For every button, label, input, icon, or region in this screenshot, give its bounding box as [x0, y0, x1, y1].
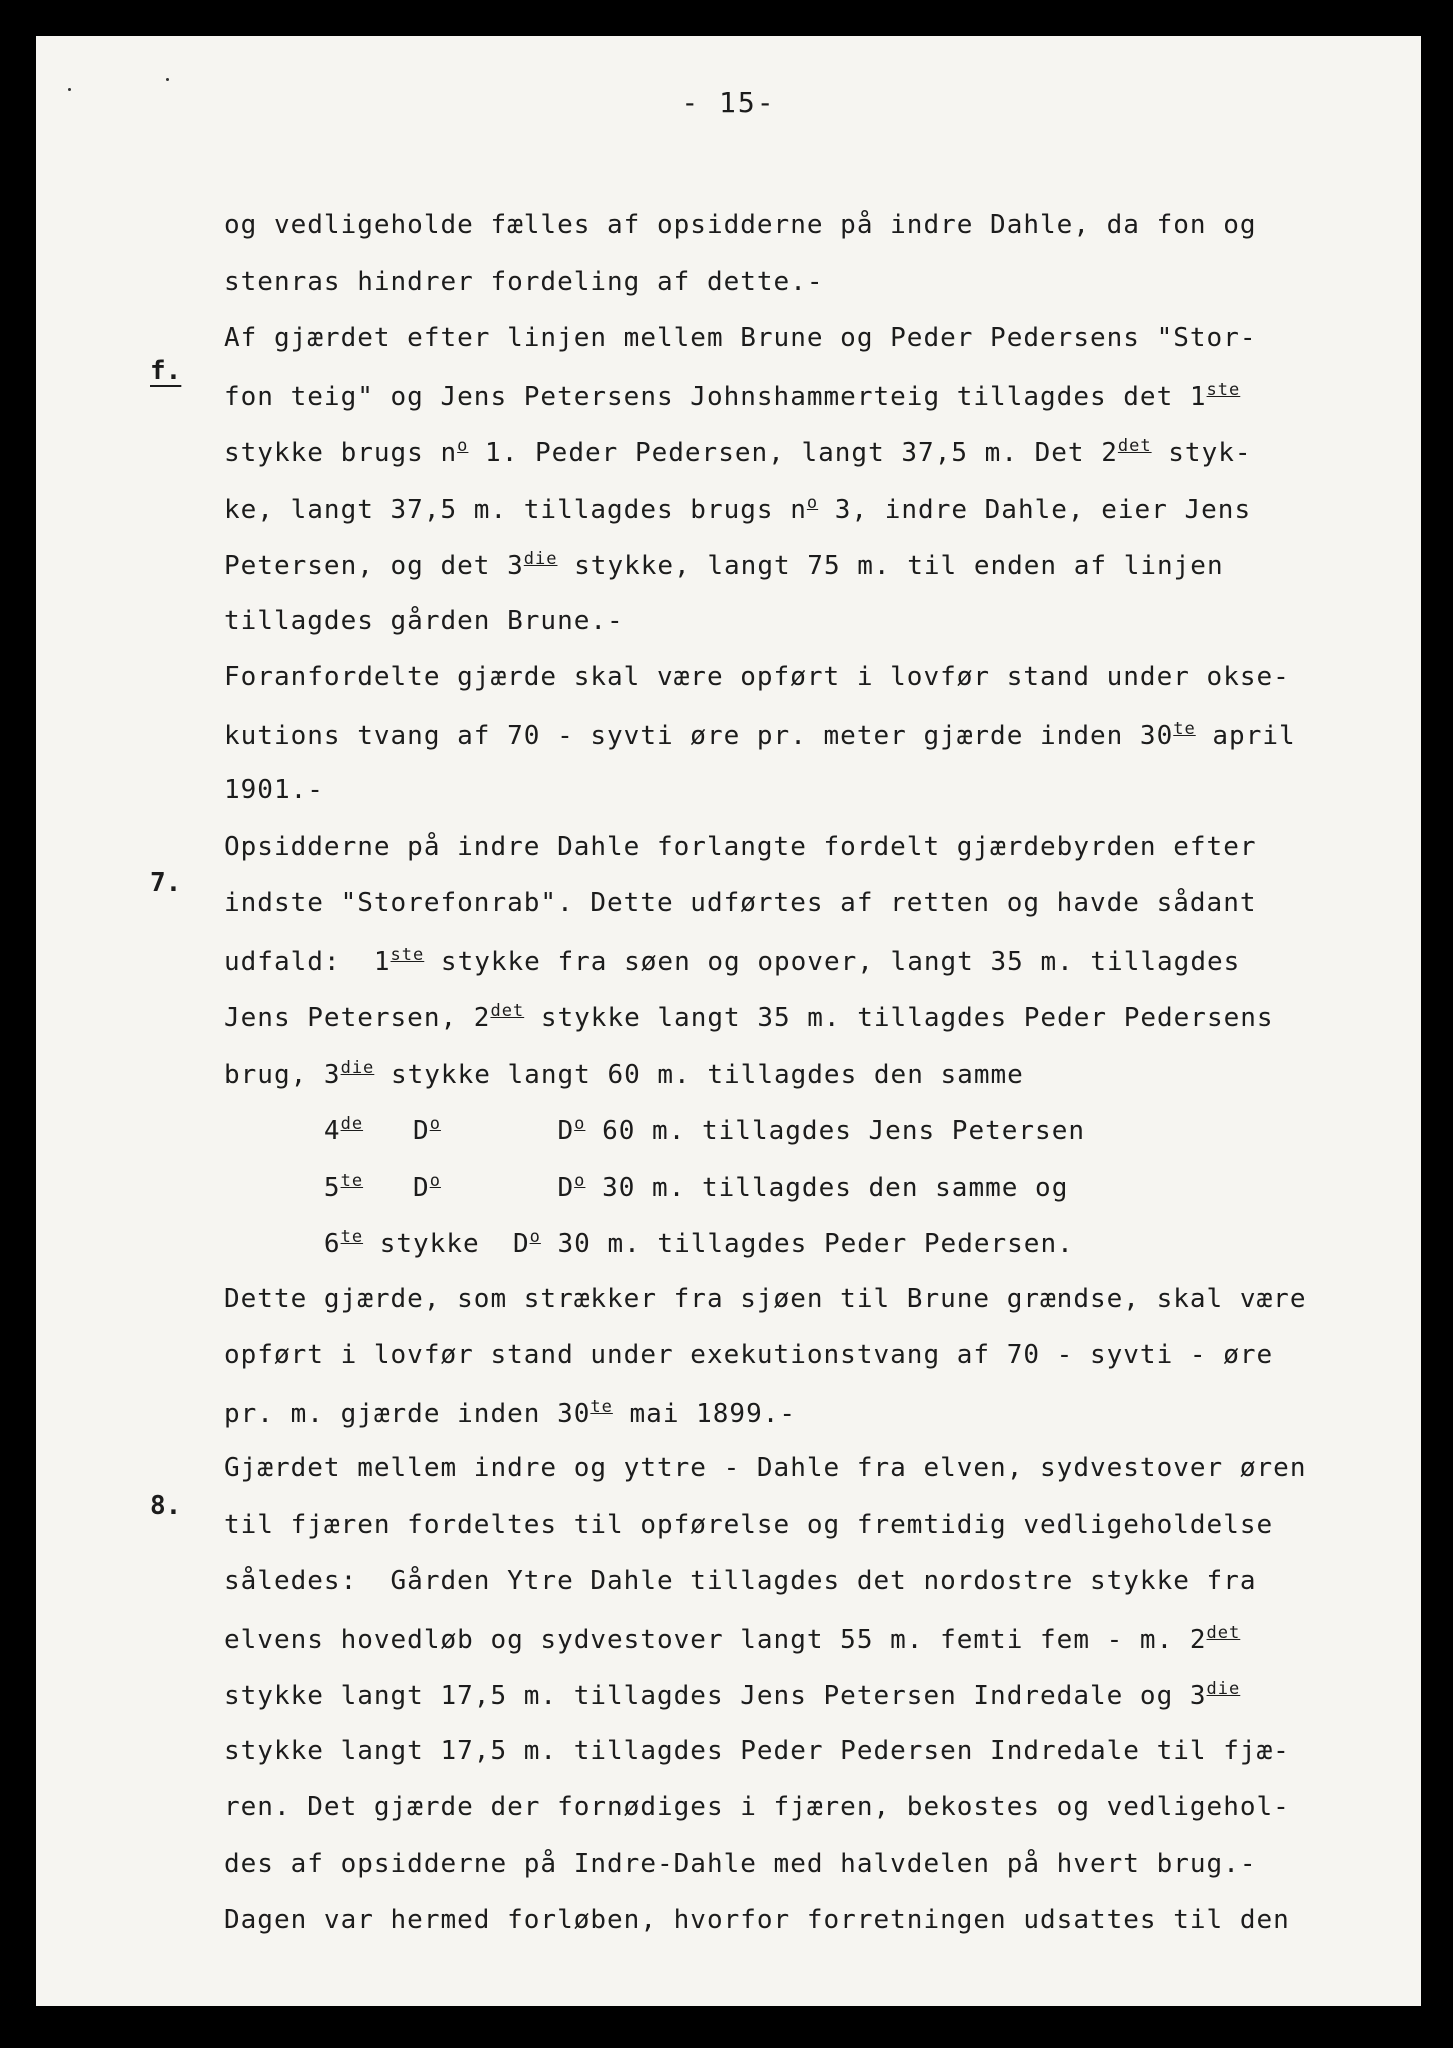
page-number: - 15- — [681, 86, 776, 119]
text-line: stykke langt 17,5 m. tillagdes Peder Pedersen Indredale til fjæ- — [224, 1736, 1290, 1766]
text-segment: stykke langt 35 m. tillagdes Peder Pedersens — [524, 1003, 1274, 1033]
ordinal-superscript: det — [1206, 1623, 1241, 1643]
text-line — [224, 1229, 1074, 1257]
ordinal-superscript: o — [529, 1227, 541, 1247]
ordinal-superscript: die — [1206, 1679, 1241, 1699]
text-segment: 60 m. tillagdes Jens Petersen — [585, 1116, 1086, 1146]
text-segment: 3, indre Dahle, eier Jens — [818, 495, 1252, 525]
text-line: des af opsidderne på Indre-Dahle med halvdelen på hvert brug.- — [224, 1849, 1257, 1879]
text-segment: D — [440, 1173, 575, 1203]
text-line — [224, 438, 1252, 466]
ink-speck — [166, 78, 169, 81]
text-segment: 30 m. tillagdes den samme og — [585, 1173, 1069, 1203]
ordinal-superscript: die — [523, 549, 558, 569]
text-line: opført i lovfør stand under exekutionstvang af 70 - syvti - øre — [224, 1340, 1274, 1370]
ordinal-superscript: o — [429, 1171, 441, 1191]
ordinal-superscript: ste — [390, 945, 425, 965]
document-page — [36, 36, 1421, 2006]
text-line: tillagdes gården Brune.- — [224, 606, 624, 636]
text-segment: kutions tvang af 70 - syvti øre pr. meter gjærde inden 30 — [224, 721, 1174, 751]
text-line: indste "Storefonrab". Dette udførtes af retten og havde sådant — [224, 888, 1257, 918]
text-line: Opsidderne på indre Dahle forlangte fordelt gjærdebyrden efter — [224, 832, 1257, 862]
ordinal-superscript: die — [340, 1058, 375, 1078]
text-line: og vedligeholde fælles af opsidderne på indre Dahle, da fon og — [224, 210, 1257, 240]
text-segment: D — [363, 1173, 430, 1203]
text-segment: stykke brugs n — [224, 438, 458, 468]
section-marker-7: 7. — [150, 868, 182, 898]
text-segment: Petersen, og det 3 — [224, 551, 524, 581]
text-line — [224, 1116, 1085, 1144]
text-segment: D — [440, 1116, 575, 1146]
ordinal-superscript: o — [806, 493, 819, 513]
text-line: Dette gjærde, som strækker fra sjøen til Brune grændse, skal være — [224, 1284, 1307, 1314]
text-line — [224, 495, 1251, 523]
text-segment: elvens hovedløb og sydvestover langt 55 m. femti fem - m. 2 — [224, 1625, 1207, 1655]
text-line: Foranfordelte gjærde skal være opført i lovfør stand under okse- — [224, 662, 1290, 692]
text-segment: stykke fra søen og opover, langt 35 m. tillagdes — [424, 947, 1241, 977]
text-line — [224, 1399, 796, 1427]
text-segment: ke, langt 37,5 m. tillagdes brugs n — [224, 495, 807, 525]
text-line: ren. Det gjærde der fornødiges i fjæren, bekostes og vedligehol- — [224, 1792, 1290, 1822]
section-marker-8: 8. — [150, 1491, 182, 1521]
ordinal-superscript: o — [574, 1171, 586, 1191]
text-segment: stykke langt 17,5 m. tillagdes Jens Petersen Indredale og 3 — [224, 1681, 1207, 1711]
text-segment: 5 — [224, 1173, 341, 1203]
text-line — [224, 947, 1240, 975]
text-line: således: Gården Ytre Dahle tillagdes det nordostre stykke fra — [224, 1566, 1257, 1596]
ordinal-superscript: te — [340, 1171, 364, 1191]
ordinal-superscript: det — [490, 1001, 525, 1021]
ordinal-superscript: de — [340, 1114, 364, 1134]
ordinal-superscript: ste — [1206, 380, 1241, 400]
text-line — [224, 1060, 1024, 1088]
text-segment: 6 — [224, 1229, 341, 1259]
text-segment: stykke, langt 75 m. til enden af linjen — [557, 551, 1224, 581]
text-line — [224, 1003, 1274, 1031]
text-segment: pr. m. gjærde inden 30 — [224, 1399, 591, 1429]
text-line — [224, 1173, 1068, 1201]
ordinal-superscript: o — [429, 1114, 441, 1134]
text-line: Gjærdet mellem indre og yttre - Dahle fra elven, sydvestover øren — [224, 1453, 1307, 1483]
text-line: Af gjærdet efter linjen mellem Brune og Peder Pedersens "Stor- — [224, 323, 1257, 353]
text-segment: fon teig" og Jens Petersens Johnshammerteig tillagdes det 1 — [224, 382, 1207, 412]
text-line — [224, 1625, 1240, 1653]
section-marker-f: f. — [150, 356, 182, 386]
text-segment: mai 1899.- — [612, 1399, 797, 1429]
text-segment: brug, 3 — [224, 1060, 341, 1090]
text-line — [224, 382, 1240, 410]
text-line: stenras hindrer fordeling af dette.- — [224, 267, 824, 297]
text-line: Dagen var hermed forløben, hvorfor forretningen udsattes til den — [224, 1905, 1290, 1935]
text-line — [224, 1681, 1240, 1709]
ordinal-superscript: o — [574, 1114, 586, 1134]
ordinal-superscript: det — [1117, 436, 1152, 456]
ordinal-superscript: te — [340, 1227, 364, 1247]
text-line — [224, 551, 1224, 579]
text-line: 1901.- — [224, 775, 324, 805]
text-segment: stykke D — [363, 1229, 530, 1259]
text-segment: udfald: 1 — [224, 947, 391, 977]
text-segment: stykke langt 60 m. tillagdes den samme — [374, 1060, 1024, 1090]
text-segment: D — [363, 1116, 430, 1146]
text-segment: 1. Peder Pedersen, langt 37,5 m. Det 2 — [468, 438, 1118, 468]
ordinal-superscript: te — [590, 1397, 613, 1417]
text-segment: 4 — [224, 1116, 341, 1146]
text-segment: april — [1195, 721, 1296, 751]
text-line: til fjæren fordeltes til opførelse og fremtidig vedligeholdelse — [224, 1510, 1274, 1540]
text-segment: Jens Petersen, 2 — [224, 1003, 491, 1033]
ink-speck — [68, 88, 71, 91]
ordinal-superscript: te — [1173, 719, 1196, 739]
ordinal-superscript: o — [457, 436, 469, 456]
text-segment: styk- — [1151, 438, 1252, 468]
text-segment: 30 m. tillagdes Peder Pedersen. — [540, 1229, 1074, 1259]
text-line — [224, 721, 1296, 749]
